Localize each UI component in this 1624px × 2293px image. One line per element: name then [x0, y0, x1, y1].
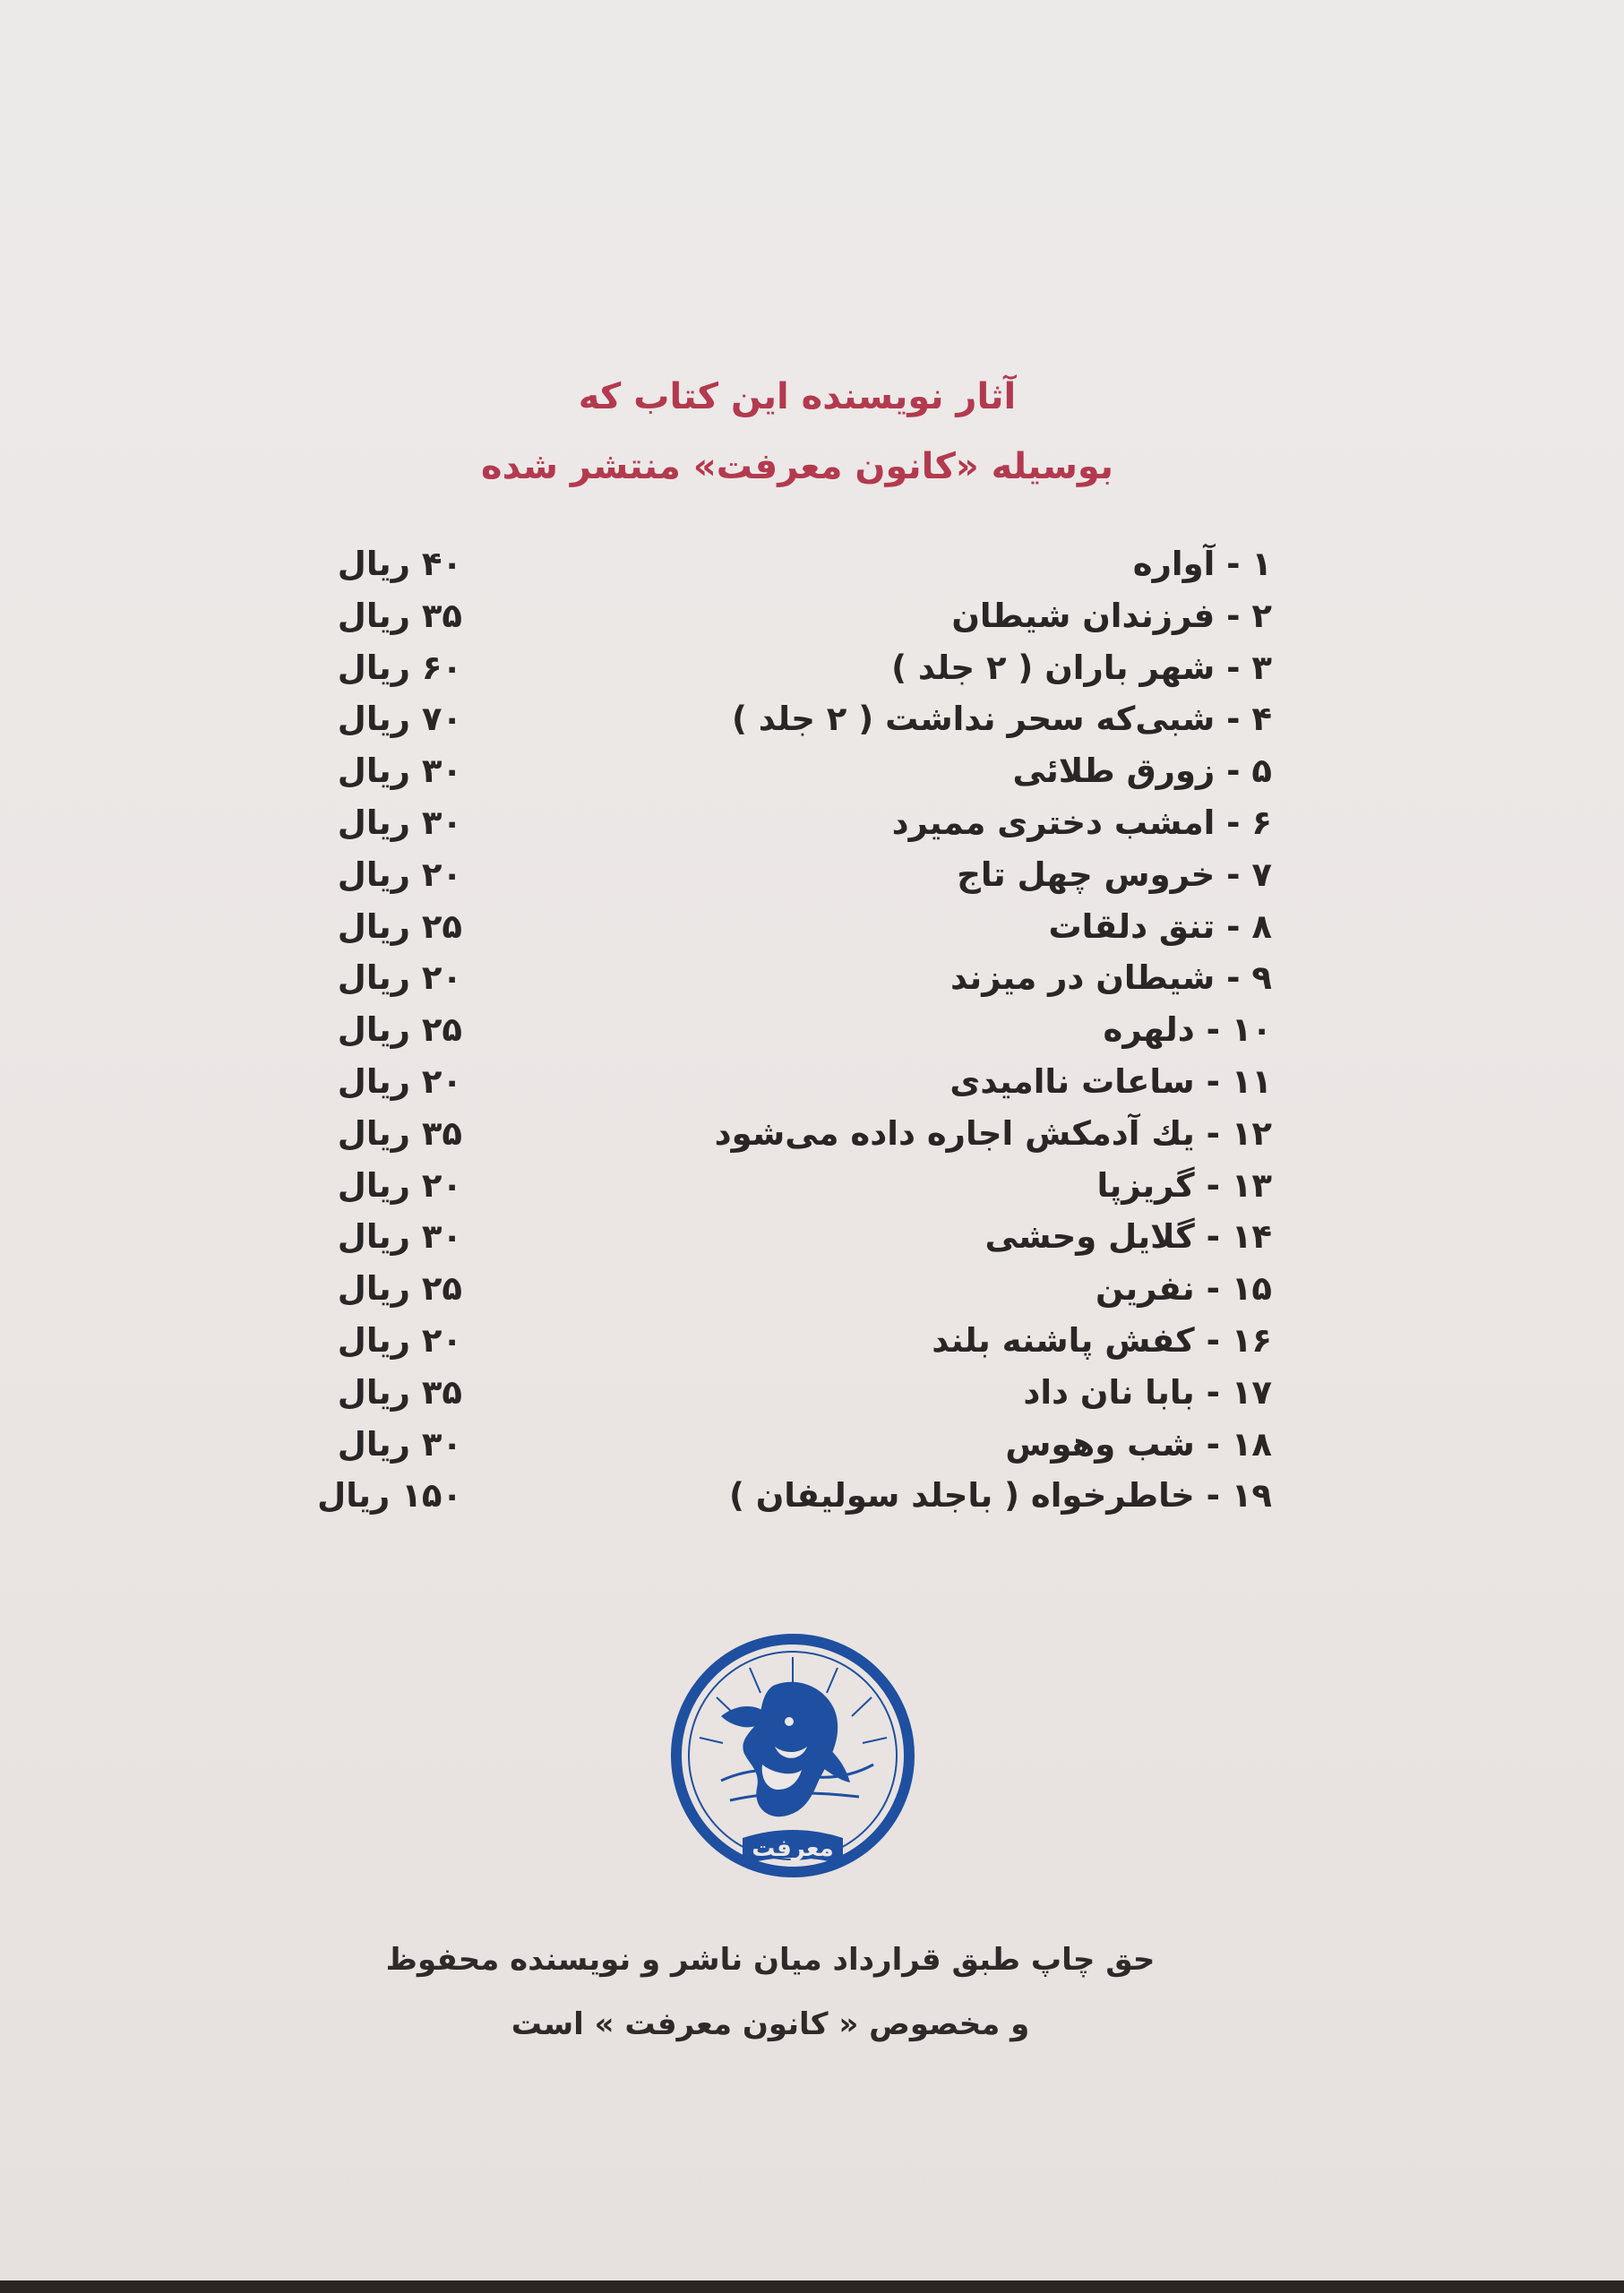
book-row — [269, 1217, 1272, 1269]
book-title: ۵ - زورق طلائی — [1012, 751, 1272, 791]
book-title: ۸ - تنق دلقات — [1048, 906, 1272, 946]
book-title: ۱۰ - دلهره — [1103, 1010, 1272, 1050]
book-price: ۳۵ ریال — [337, 1113, 462, 1153]
book-price: ۲۰ ریال — [337, 1320, 462, 1360]
book-title: ۱ - آواره — [1132, 545, 1272, 583]
book-list — [269, 545, 1272, 1528]
book-row — [269, 1010, 1272, 1062]
book-price: ۳۰ ریال — [337, 1217, 462, 1257]
book-row — [269, 1166, 1272, 1218]
book-row — [269, 1321, 1272, 1373]
book-price: ۲۵ ریال — [337, 1010, 462, 1050]
book-price: ۶۰ ریال — [337, 648, 462, 687]
book-price: ۳۰ ریال — [337, 803, 462, 842]
book-row — [269, 751, 1272, 803]
book-price: ۳۵ ریال — [337, 1372, 462, 1412]
book-price: ۷۰ ریال — [337, 700, 462, 739]
book-row — [269, 803, 1272, 855]
book-row — [269, 1425, 1272, 1477]
book-title: ۱۶ - کفش پاشنه بلند — [932, 1320, 1272, 1360]
book-title: ۱۳ - گریزپا — [1096, 1165, 1272, 1205]
book-price: ۲۵ ریال — [337, 906, 462, 946]
book-price: ۳۵ ریال — [337, 596, 462, 635]
book-row — [269, 597, 1272, 648]
book-row — [269, 700, 1272, 751]
book-title: ۱۵ - نفرین — [1095, 1269, 1272, 1309]
book-title: ۱۸ - شب وهوس — [1005, 1424, 1272, 1464]
book-title: ۶ - امشب دختری ممیرد — [891, 803, 1272, 842]
book-title: ۷ - خروس چهل تاج — [957, 855, 1272, 894]
book-row — [269, 545, 1272, 597]
book-price: ۲۵ ریال — [337, 1269, 462, 1309]
book-row — [269, 958, 1272, 1010]
book-row — [269, 855, 1272, 907]
heading-line-2: بوسیله «کانون معرفت» منتشر شده — [480, 446, 1114, 487]
book-price: ۳۰ ریال — [337, 1424, 462, 1464]
book-title: ۳ - شهر باران ( ۲ جلد ) — [891, 648, 1272, 687]
book-row — [269, 1476, 1272, 1528]
book-title: ۹ - شیطان در میزند — [949, 958, 1272, 998]
book-title: ۱۷ - بابا نان داد — [1023, 1372, 1272, 1412]
book-price: ۲۰ ریال — [337, 1165, 462, 1205]
book-price: ۳۰ ریال — [337, 751, 462, 791]
book-price: ۲۰ ریال — [337, 855, 462, 894]
publisher-seal-icon — [667, 1630, 918, 1881]
book-title: ۱۹ - خاطرخواه ( باجلد سولیفان ) — [728, 1476, 1272, 1516]
book-price: ۴۰ ریال — [337, 545, 462, 583]
book-row — [269, 1269, 1272, 1321]
book-price: ۲۰ ریال — [337, 958, 462, 998]
book-title: ۱۱ - ساعات ناامیدی — [949, 1061, 1272, 1101]
book-title: ۱۴ - گلایل وحشی — [984, 1217, 1272, 1257]
book-row — [269, 907, 1272, 959]
page-edge-shadow — [0, 2280, 1624, 2293]
book-row — [269, 1114, 1272, 1166]
book-title: ۲ - فرزندان شیطان — [951, 596, 1272, 635]
book-row — [269, 1062, 1272, 1114]
book-row — [269, 648, 1272, 700]
copyright-line-1: حق چاپ طبق قرارداد میان ناشر و نویسنده محفوظ — [385, 1942, 1156, 1978]
book-price: ۲۰ ریال — [337, 1061, 462, 1101]
book-title: ۴ - شبی‌که سحر نداشت ( ۲ جلد ) — [731, 700, 1272, 739]
book-price: ۱۵۰ ریال — [317, 1476, 462, 1516]
book-title: ۱۲ - یك آدمکش اجاره داده می‌شود — [714, 1113, 1272, 1153]
book-row — [269, 1373, 1272, 1425]
publisher-seal-text: معرفت — [752, 1835, 834, 1862]
heading-line-1: آثار نویسنده این کتاب که — [578, 376, 1017, 417]
copyright-line-2: و مخصوص « کانون معرفت » است — [511, 2006, 1030, 2042]
